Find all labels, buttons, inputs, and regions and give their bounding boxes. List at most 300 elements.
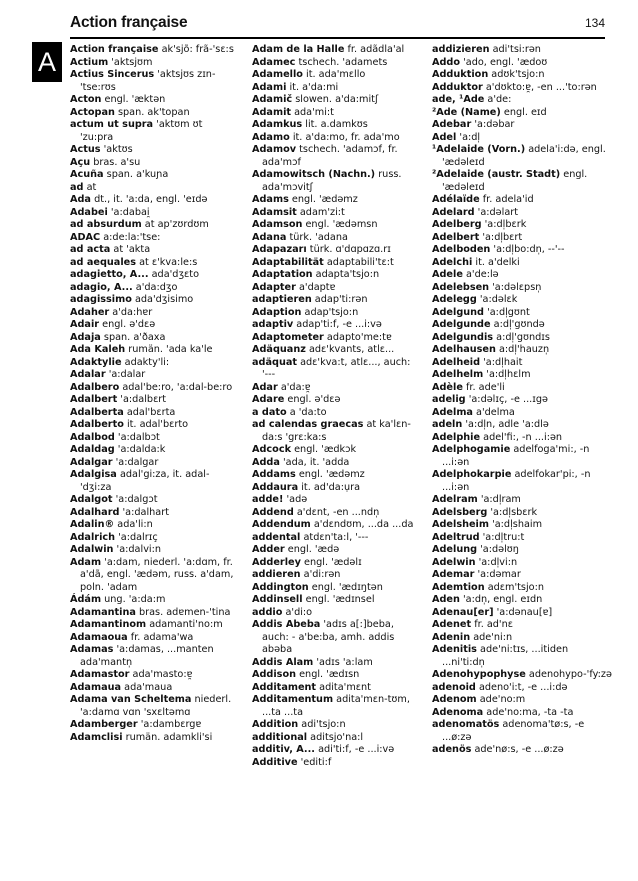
entry-pronunciation: a'da:ɐ̯: [277, 381, 311, 393]
dictionary-entry: [432, 532, 612, 545]
entry-pronunciation: ada'mi:t: [291, 106, 334, 118]
entry-headword: adenoid: [432, 681, 476, 693]
entry-pronunciation: fr. adama'wa: [127, 631, 194, 643]
entry-pronunciation: bras. a'su: [90, 156, 141, 168]
entry-pronunciation: 'a:dəlɛk: [476, 294, 518, 305]
dictionary-entry: [70, 644, 235, 669]
dictionary-entry: [252, 657, 417, 670]
entry-headword: Adèle: [432, 381, 463, 393]
dictionary-entry: [70, 257, 235, 270]
entry-headword: additional: [252, 731, 308, 743]
entry-pronunciation: engl. 'ædɪsn: [296, 669, 360, 680]
dictionary-entry: [432, 107, 612, 120]
entry-headword: Adaktylie: [70, 356, 122, 368]
entry-pronunciation: 'a:dəmar: [474, 569, 521, 580]
entry-pronunciation: türk. ɑ'dɑpɑzɑ.rɪ: [306, 244, 391, 255]
entry-pronunciation: at ap'zʊrdʊm: [141, 219, 209, 230]
entry-pronunciation: a'dɛndʊm, ...da ...da: [310, 519, 414, 530]
dictionary-entry: [432, 669, 612, 682]
dictionary-entry: [70, 294, 235, 307]
entry-headword: Adalhard: [70, 506, 120, 518]
dictionary-entry: [432, 332, 612, 345]
entry-headword: Adenohypophyse: [432, 669, 526, 680]
entry-pronunciation: engl. 'ædəmz: [288, 194, 358, 205]
dictionary-entry: [252, 419, 417, 444]
entry-pronunciation: 'adɪs a[:]beba, auch: - a'be:ba, amh. addis abəba: [262, 619, 395, 655]
entry-headword: Ada: [70, 194, 91, 205]
entry-headword: Actius Sincerus: [70, 69, 155, 80]
entry-pronunciation: adal'be:ro, 'a:dal-be:ro: [119, 381, 233, 393]
dictionary-entry: [432, 682, 612, 695]
dictionary-entry: [70, 732, 235, 745]
entry-headword: ade, ¹Ade: [432, 94, 485, 105]
dictionary-entry: [70, 532, 235, 545]
dictionary-entry: [432, 544, 612, 557]
dictionary-entry: [70, 432, 235, 445]
entry-headword: Adelphogamie: [432, 444, 511, 455]
entry-headword: ¹Adelaide (Vorn.): [432, 144, 526, 155]
entry-headword: addio: [252, 606, 283, 618]
entry-pronunciation: ada'dʒɛto: [148, 269, 200, 280]
entry-pronunciation: adam'zi:t: [296, 206, 345, 218]
dictionary-entry: [432, 469, 612, 494]
dictionary-entry: [252, 669, 417, 682]
dictionary-entry: [252, 757, 417, 770]
entry-headword: Adenau[er]: [432, 606, 494, 618]
entry-headword: Adamit: [252, 106, 292, 118]
dictionary-entry: [252, 519, 417, 532]
entry-pronunciation: ada'li:n: [114, 519, 153, 530]
entry-headword: Adduktor: [432, 81, 483, 93]
entry-headword: ad acta: [70, 244, 111, 255]
dictionary-entry: [70, 157, 235, 170]
dictionary-entry: [252, 394, 417, 407]
entry-headword: adaptiv: [252, 319, 294, 330]
entry-pronunciation: 'a:dl̩shaim: [488, 519, 543, 530]
entry-headword: Adelard: [432, 206, 475, 218]
entry-headword: Adeltrud: [432, 531, 480, 543]
entry-headword: Adamaoua: [70, 631, 128, 643]
dictionary-entry: [252, 244, 417, 257]
entry-pronunciation: 'a:dl̩hɛlm: [483, 369, 531, 380]
entry-pronunciation: 'a:dl̩ram: [477, 494, 521, 505]
entry-pronunciation: 'a:dəlʊŋ: [477, 544, 519, 555]
entry-headword: addizieren: [432, 44, 490, 55]
entry-headword: Adelsberg: [432, 506, 488, 518]
entry-headword: addieren: [252, 569, 301, 580]
dictionary-entry: [70, 244, 235, 257]
dictionary-entry: [252, 269, 417, 282]
entry-pronunciation: rumän. 'ada ka'le: [125, 344, 213, 355]
entry-headword: Adenom: [432, 694, 477, 705]
dictionary-entry: [432, 207, 612, 220]
entry-pronunciation: 'a:dalrɪç: [115, 531, 158, 543]
entry-headword: ad absurdum: [70, 219, 142, 230]
dictionary-entry: [70, 419, 235, 432]
entry-headword: Adda: [252, 456, 280, 468]
entry-headword: adenomatös: [432, 719, 500, 730]
dictionary-entry: [252, 332, 417, 345]
dictionary-entry: [432, 94, 612, 107]
entry-headword: Adalberta: [70, 406, 124, 418]
dictionary-entry: [252, 482, 417, 495]
dictionary-entry: [432, 744, 612, 757]
entry-headword: Adduktion: [432, 69, 489, 80]
entry-headword: Adelphie: [432, 431, 481, 443]
entry-pronunciation: 'a:dl̩bɛrt: [479, 231, 523, 243]
entry-pronunciation: adi'ti:f, -e ...i:və: [314, 744, 395, 755]
dictionary-entry: [70, 94, 235, 107]
entry-headword: Addington: [252, 581, 309, 593]
dictionary-entry: [70, 282, 235, 295]
page-header: [70, 8, 605, 34]
dictionary-entry: [70, 357, 235, 370]
entry-pronunciation: ade'no:m: [476, 694, 526, 705]
entry-pronunciation: adamanti'no:m: [146, 619, 223, 630]
dictionary-entry: [432, 432, 612, 445]
entry-pronunciation: a'daptɐ: [295, 281, 336, 293]
entry-pronunciation: span. a'kuɲa: [103, 169, 169, 180]
entry-headword: Adenin: [432, 631, 471, 643]
entry-headword: Adami: [252, 81, 287, 93]
entry-headword: Addis Abeba: [252, 619, 321, 630]
entry-headword: Adelberg: [432, 219, 482, 230]
entry-headword: Adamas: [70, 644, 114, 655]
dictionary-entry: [252, 607, 417, 620]
dictionary-entry: [252, 257, 417, 270]
entry-pronunciation: adapta'tsjo:n: [312, 269, 380, 280]
entry-headword: ad aequales: [70, 256, 136, 268]
dictionary-entry: [70, 382, 235, 395]
entry-pronunciation: adɛ'kva:t, atlɛ..., auch: '---: [262, 356, 411, 380]
entry-headword: Adalrich: [70, 531, 116, 543]
dictionary-columns: [70, 44, 615, 874]
dictionary-entry: [252, 169, 417, 194]
entry-headword: Adderley: [252, 556, 301, 568]
dictionary-entry: [432, 282, 612, 295]
entry-pronunciation: niederl. 'a:damɑ vɑn 'sxɛltəmɑ: [80, 694, 232, 718]
dictionary-entry: [252, 569, 417, 582]
entry-headword: Adaptabilität: [252, 256, 324, 268]
entry-pronunciation: engl. ə'dɛə: [284, 394, 341, 405]
dictionary-entry: [252, 594, 417, 607]
dictionary-entry: [432, 694, 612, 707]
entry-headword: Adapazarı: [252, 244, 307, 255]
entry-pronunciation: 'aktʊm ʊt 'zu:pra: [80, 119, 203, 143]
entry-headword: Adelma: [432, 406, 473, 418]
entry-headword: Adaja: [70, 331, 101, 343]
entry-pronunciation: a'delma: [472, 406, 515, 418]
entry-pronunciation: at 'akta: [110, 244, 151, 255]
dictionary-entry: [70, 194, 235, 207]
entry-pronunciation: 'editi:f: [297, 756, 332, 768]
entry-headword: Adalar: [70, 369, 106, 380]
entry-pronunciation: adenohypo-'fy:zə: [525, 669, 612, 680]
dictionary-entry: [252, 94, 417, 107]
dictionary-entry: [252, 57, 417, 70]
entry-headword: Addinsell: [252, 594, 303, 605]
column-3: [432, 44, 612, 874]
dictionary-entry: [432, 357, 612, 370]
entry-pronunciation: tschech. 'adamɔf, fr. ada'mɔf: [262, 144, 398, 168]
dictionary-entry: [70, 444, 235, 457]
entry-headword: adeln: [432, 419, 463, 430]
entry-headword: Adar: [252, 381, 278, 393]
entry-pronunciation: a 'da:to: [286, 406, 327, 418]
entry-headword: adenös: [432, 744, 472, 755]
entry-headword: Adamsit: [252, 206, 297, 218]
dictionary-entry: [70, 69, 235, 94]
entry-headword: Adaption: [252, 306, 302, 318]
entry-pronunciation: adenoma'tø:s, -e ...ø:zə: [442, 719, 585, 743]
entry-headword: Actus: [70, 144, 101, 155]
dictionary-entry: [252, 557, 417, 570]
dictionary-entry: [432, 444, 612, 469]
entry-headword: Adelphokarpie: [432, 469, 512, 480]
entry-pronunciation: 'ado, engl. 'ædoʊ: [460, 56, 548, 68]
entry-headword: ²Ade (Name): [432, 106, 501, 118]
entry-headword: ad calendas graecas: [252, 419, 364, 430]
dictionary-entry: [70, 394, 235, 407]
dictionary-entry: [70, 607, 235, 620]
entry-headword: Ada Kaleh: [70, 344, 126, 355]
entry-headword: Adalbero: [70, 381, 120, 393]
entry-headword: Additament: [252, 681, 317, 693]
entry-headword: Adelwin: [432, 556, 476, 568]
entry-headword: actum ut supra: [70, 119, 154, 130]
entry-headword: Adamantinom: [70, 619, 147, 630]
entry-pronunciation: ada'dʒisimo: [131, 294, 194, 305]
dictionary-entry: [252, 582, 417, 595]
entry-pronunciation: 'aktʊs: [100, 144, 133, 155]
dictionary-entry: [432, 132, 612, 145]
entry-headword: Açu: [70, 156, 91, 168]
entry-pronunciation: a:dl̩'hauzn̩: [495, 344, 550, 355]
entry-pronunciation: adap'ti:f, -e ...i:və: [293, 319, 382, 330]
dictionary-entry: [252, 357, 417, 382]
entry-headword: a dato: [252, 406, 287, 418]
entry-pronunciation: engl. eɪd: [500, 106, 547, 118]
entry-pronunciation: bras. adɐmen-'tina: [135, 606, 231, 618]
entry-pronunciation: at ka'lɛn-da:s 'grɛ:ka:s: [262, 419, 411, 443]
entry-headword: Adelhelm: [432, 369, 484, 380]
dictionary-entry: [432, 307, 612, 320]
entry-headword: addental: [252, 531, 301, 543]
dictionary-entry: [252, 44, 417, 57]
dictionary-entry: [432, 644, 612, 669]
entry-headword: Adcock: [252, 444, 292, 455]
entry-headword: Actium: [70, 56, 109, 68]
entry-headword: Adenet: [432, 619, 472, 630]
entry-headword: Adelebsen: [432, 281, 490, 293]
entry-headword: Action française: [70, 44, 159, 55]
entry-headword: Adenitis: [432, 644, 477, 655]
entry-pronunciation: it. ada'mɛllo: [302, 69, 366, 80]
entry-headword: Ademar: [432, 569, 475, 580]
dictionary-entry: [70, 232, 235, 245]
entry-headword: Ádám: [70, 594, 102, 605]
entry-pronunciation: fr. ad'nɛ: [471, 619, 513, 630]
entry-headword: Addo: [432, 56, 461, 68]
entry-headword: Addend: [252, 506, 294, 518]
dictionary-entry: [70, 469, 235, 494]
entry-headword: Adamič: [252, 94, 293, 105]
entry-pronunciation: a'da:dʒo: [132, 281, 178, 293]
entry-pronunciation: 'a:dalda:k: [114, 444, 166, 455]
dictionary-entry: [252, 194, 417, 207]
entry-pronunciation: 'aktsjʊs zɪn-'tse:rʊs: [80, 69, 216, 93]
dictionary-entry: [432, 394, 612, 407]
dictionary-entry: [252, 682, 417, 695]
dictionary-entry: [252, 232, 417, 245]
dictionary-entry: [432, 569, 612, 582]
entry-pronunciation: lit. a.damkʊs: [302, 119, 368, 130]
dictionary-entry: [252, 119, 417, 132]
entry-headword: Actopan: [70, 106, 115, 118]
entry-headword: Adam de la Halle: [252, 44, 345, 55]
entry-headword: adde!: [252, 494, 284, 505]
dictionary-entry: [252, 494, 417, 507]
entry-headword: Adalgisa: [70, 469, 117, 480]
dictionary-entry: [70, 269, 235, 282]
dictionary-entry: [70, 144, 235, 157]
entry-headword: Additamentum: [252, 694, 334, 705]
entry-pronunciation: adɛ'kvants, atlɛ...: [305, 344, 395, 355]
dictionary-entry: [432, 344, 612, 357]
entry-headword: Adele: [432, 269, 463, 280]
dictionary-entry: [432, 632, 612, 645]
entry-pronunciation: engl. 'ædəlɪ: [300, 556, 362, 568]
entry-pronunciation: adela'i:də, engl. 'ædəleɪd: [442, 144, 606, 168]
entry-headword: Adelboden: [432, 244, 491, 255]
entry-pronunciation: dt., it. 'a:da, engl. 'eɪdə: [90, 194, 208, 205]
dictionary-entry: [252, 457, 417, 470]
entry-headword: Adamberger: [70, 719, 138, 730]
entry-pronunciation: a'dɛnt, -en ...ndn̩: [293, 506, 380, 518]
entry-pronunciation: 'a:dəbar: [471, 119, 515, 130]
entry-headword: Adélaïde: [432, 194, 480, 205]
entry-pronunciation: 'a:dabai̯: [107, 206, 150, 218]
dictionary-entry: [70, 369, 235, 382]
dictionary-entry: [70, 307, 235, 320]
dictionary-entry: [432, 382, 612, 395]
dictionary-entry: [70, 694, 235, 719]
dictionary-entry: [70, 507, 235, 520]
entry-headword: Adalgot: [70, 494, 113, 505]
entry-pronunciation: adelfokar'pi:, -n ...i:ən: [442, 469, 591, 493]
dictionary-entry: [432, 294, 612, 307]
dictionary-entry: [252, 407, 417, 420]
entry-headword: adäquat: [252, 356, 298, 368]
dictionary-entry: [432, 707, 612, 720]
entry-pronunciation: slowen. a'da:mitʃ: [292, 94, 379, 105]
dictionary-entry: [252, 544, 417, 557]
entry-headword: Adelram: [432, 494, 478, 505]
entry-pronunciation: a'de:lə: [462, 269, 499, 280]
dictionary-entry: [70, 219, 235, 232]
entry-headword: Acton: [70, 94, 102, 105]
entry-pronunciation: 'a:dalbɛrt: [117, 394, 167, 405]
entry-pronunciation: 'a:dəlɛpsn̩: [489, 281, 542, 293]
entry-pronunciation: adeno'i:t, -e ...i:də: [475, 681, 568, 693]
entry-headword: Adaher: [70, 306, 110, 318]
entry-headword: Adamello: [252, 69, 303, 80]
entry-pronunciation: adita'mɛnt: [316, 681, 371, 693]
dictionary-entry: [252, 207, 417, 220]
entry-headword: Adamo: [252, 131, 290, 143]
dictionary-entry: [432, 519, 612, 532]
entry-pronunciation: 'a:dambɛrgɐ: [137, 719, 202, 730]
dictionary-entry: [70, 44, 235, 57]
dictionary-entry: [252, 444, 417, 457]
entry-pronunciation: adita'mɛn-tʊm, ...ta ...ta: [262, 694, 410, 718]
entry-headword: Adalberto: [70, 419, 124, 430]
entry-headword: Adelheid: [432, 356, 481, 368]
entry-pronunciation: adel'fi:, -n ...i:ən: [480, 431, 563, 443]
entry-pronunciation: it. ad'da:ụra: [298, 481, 361, 493]
entry-headword: Addison: [252, 669, 297, 680]
dictionary-entry: [252, 107, 417, 120]
entry-pronunciation: adi'tsjo:n: [298, 719, 346, 730]
entry-pronunciation: it. a'da:mi: [286, 81, 339, 93]
dictionary-entry: [432, 582, 612, 595]
dictionary-entry: [432, 269, 612, 282]
entry-pronunciation: adaptabili'tɛ:t: [323, 256, 394, 268]
page-number: 134: [584, 16, 605, 30]
entry-pronunciation: rumän. adamkli'si: [122, 731, 213, 743]
entry-pronunciation: 'adɪs 'a:lam: [313, 656, 373, 668]
entry-pronunciation: adɛm'tsjo:n: [484, 581, 544, 593]
entry-headword: Additive: [252, 756, 298, 768]
entry-pronunciation: ada'masto:ɐ̯: [129, 669, 193, 680]
entry-pronunciation: engl. ə'dɛə: [99, 319, 156, 330]
dictionary-entry: [252, 469, 417, 482]
entry-pronunciation: span. a'ðaxa: [100, 331, 166, 343]
entry-pronunciation: 'a:dəlart: [474, 206, 519, 218]
entry-pronunciation: fr. adãdla'al: [344, 44, 405, 55]
entry-headword: Adalin®: [70, 519, 115, 530]
entry-pronunciation: 'a:dalgar: [112, 456, 159, 468]
entry-headword: Adenoma: [432, 706, 484, 718]
page-title: Action française: [70, 14, 188, 31]
header-rule: [70, 37, 605, 39]
entry-pronunciation: adap'tsjo:n: [301, 306, 359, 318]
dictionary-entry: [70, 719, 235, 732]
dictionary-entry: [252, 132, 417, 145]
dictionary-entry: [252, 619, 417, 657]
entry-headword: Adäquanz: [252, 344, 306, 355]
entry-pronunciation: ade'ni:n: [470, 631, 513, 643]
entry-pronunciation: 'aktsjʊm: [108, 56, 153, 68]
entry-pronunciation: fr. ade'li: [462, 381, 505, 393]
entry-headword: Adaldag: [70, 444, 115, 455]
dictionary-entry: [70, 182, 235, 195]
entry-pronunciation: 'a:dalbɔt: [114, 431, 160, 443]
entry-headword: Adamkus: [252, 119, 303, 130]
dictionary-entry: [252, 719, 417, 732]
entry-headword: Addendum: [252, 519, 311, 530]
entry-pronunciation: engl. 'ædkɔk: [291, 444, 357, 455]
dictionary-entry: [70, 544, 235, 557]
entry-headword: adagietto, A...: [70, 269, 149, 280]
entry-headword: Adamantina: [70, 606, 136, 618]
entry-headword: Adare: [252, 394, 285, 405]
entry-pronunciation: fr. adela'id: [479, 194, 534, 205]
dictionary-entry: [432, 82, 612, 95]
entry-pronunciation: a'de:: [484, 94, 512, 105]
dictionary-entry: [70, 169, 235, 182]
entry-headword: Addition: [252, 719, 299, 730]
